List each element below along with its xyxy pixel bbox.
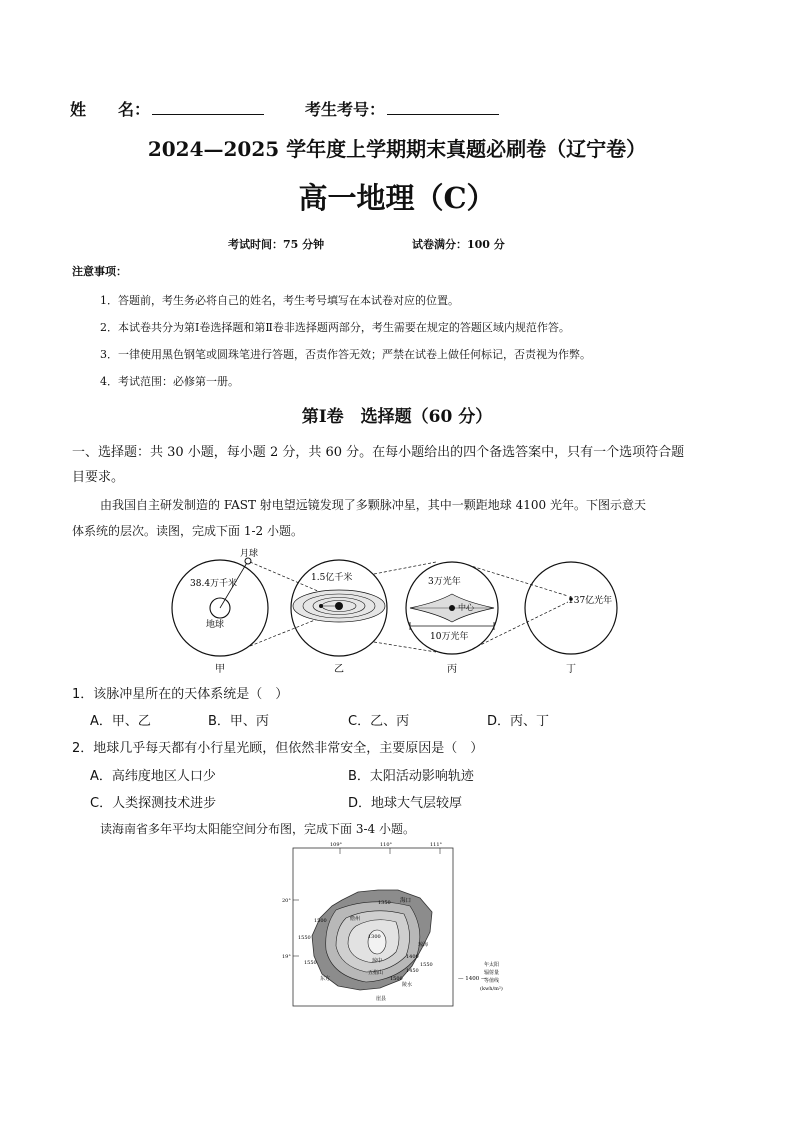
- passage2: 读海南省多年平均太阳能空间分布图，完成下面 3-4 小题。: [100, 822, 415, 836]
- exam-title: 2024—2025 学年度上学期期末真题必刷卷（辽宁卷）: [147, 137, 647, 161]
- iso-value: 1350: [378, 900, 391, 906]
- question-2-option-c[interactable]: C．人类探测技术进步: [90, 796, 217, 811]
- question-1-option-d[interactable]: D．丙、丁: [487, 714, 550, 729]
- celestial-systems-figure: [168, 546, 638, 678]
- notice-item: 1．答题前，考生务必将自己的姓名，考生考号填写在本试卷对应的位置。: [100, 294, 459, 307]
- question-2-option-b[interactable]: B．太阳活动影响轨迹: [348, 769, 474, 784]
- lat-20: 20°: [282, 898, 291, 904]
- question-1-option-b[interactable]: B．甲、丙: [208, 714, 269, 729]
- question-1-option-a[interactable]: A．甲、乙: [90, 714, 151, 729]
- legend-title-line: 年太阳: [484, 962, 500, 968]
- question-1-stem: 1．该脉冲星所在的天体系统是（ ）: [72, 687, 289, 702]
- iso-value: 1550: [298, 935, 311, 941]
- exam-score: 试卷满分：100 分: [412, 238, 505, 251]
- question-2-option-d[interactable]: D．地球大气层较厚: [348, 796, 463, 811]
- subject-title: 高一地理（C）: [298, 181, 496, 215]
- moon-label: 月球: [240, 549, 259, 559]
- iso-value: 1400: [406, 954, 419, 960]
- notice-heading: 注意事项：: [72, 265, 127, 278]
- city-qiongzhong: 琼中: [372, 958, 383, 964]
- passage1-line1: 由我国自主研发制造的 FAST 射电望远镜发现了多颗脉冲星，其中一颗距地球 4100 光年。下图示意天: [100, 498, 646, 512]
- label-jia: 甲: [215, 664, 225, 675]
- exam-no-field[interactable]: [305, 97, 499, 120]
- legend-title-line: 辐射量: [484, 970, 500, 976]
- legend-title-line: 等值线: [484, 978, 500, 984]
- iso-value: 1500: [390, 976, 403, 982]
- iso-value: 1500: [314, 918, 327, 924]
- galaxy-center-label: 中心: [458, 603, 474, 612]
- system-ding-circle: [525, 562, 617, 654]
- exam-no-label: 考生考号：: [305, 100, 386, 119]
- section1-heading: 第Ⅰ卷 选择题（60 分）: [301, 407, 493, 427]
- city-danzhou: 儋州: [350, 916, 361, 922]
- city-wuzhishan: 五指山: [368, 970, 384, 976]
- name-blank[interactable]: [152, 100, 264, 115]
- exam-time: 考试时间：75 分钟: [228, 238, 325, 251]
- lon-109: 109°: [330, 842, 343, 848]
- name-label: 姓 名：: [70, 100, 151, 119]
- label-bing: 丙: [447, 664, 457, 675]
- iso-value: 1300: [368, 934, 381, 940]
- iso-value: 1550: [304, 960, 317, 966]
- iso-value: 1450: [406, 968, 419, 974]
- distance-sun: 1.5亿千米: [311, 573, 353, 583]
- city-dongfang: 东方: [320, 976, 331, 982]
- galaxy-thickness: 3万光年: [428, 577, 461, 587]
- legend-unit: (kwh/m²): [480, 986, 503, 992]
- notice-item: 3．一律使用黑色钢笔或圆珠笔进行答题，否责作答无效；严禁在试卷上做任何标记，否责视为作弊。: [100, 348, 591, 361]
- label-yi: 乙: [334, 664, 344, 675]
- name-field[interactable]: [70, 97, 264, 120]
- lat-19: 19°: [282, 954, 291, 960]
- notice-item: 4．考试范围：必修第一册。: [100, 375, 239, 388]
- earth-label: 地球: [206, 620, 225, 630]
- galaxy-width: 10万光年: [430, 632, 469, 642]
- section1-intro: 一、选择题：共 30 小题，每小题 2 分，共 60 分。在每小题给出的四个备选答案中，只有一个选项符合题: [72, 445, 685, 460]
- iso-value: 1550: [420, 962, 433, 968]
- lon-111: 111°: [430, 842, 443, 848]
- hainan-solar-map: [280, 840, 520, 1012]
- city-qionghai: 琼海: [418, 942, 429, 948]
- notice-item: 2．本试卷共分为第Ⅰ卷选择题和第Ⅱ卷非选择题两部分，考生需要在规定的答题区域内规范作答。: [100, 321, 570, 334]
- city-lingshui: 陵水: [402, 982, 413, 988]
- lon-110: 110°: [380, 842, 393, 848]
- city-yaxian: 崖县: [376, 996, 387, 1002]
- distance-moon: 38.4万千米: [190, 579, 238, 589]
- exam-no-blank[interactable]: [387, 100, 499, 115]
- passage1-line2: 体系统的层次。读图，完成下面 1-2 小题。: [72, 524, 303, 538]
- universe-scale: 137亿光年: [568, 596, 613, 606]
- question-2-stem: 2．地球几乎每天都有小行星光顾，但依然非常安全，主要原因是（ ）: [72, 741, 484, 756]
- label-ding: 丁: [566, 664, 576, 675]
- question-2-option-a[interactable]: A．高纬度地区人口少: [90, 769, 216, 784]
- section1-intro-cont: 目要求。: [72, 470, 125, 485]
- legend-isoline: — 1400 —: [458, 976, 487, 982]
- question-1-option-c[interactable]: C．乙、丙: [348, 714, 410, 729]
- city-haikou: 海口: [400, 898, 412, 904]
